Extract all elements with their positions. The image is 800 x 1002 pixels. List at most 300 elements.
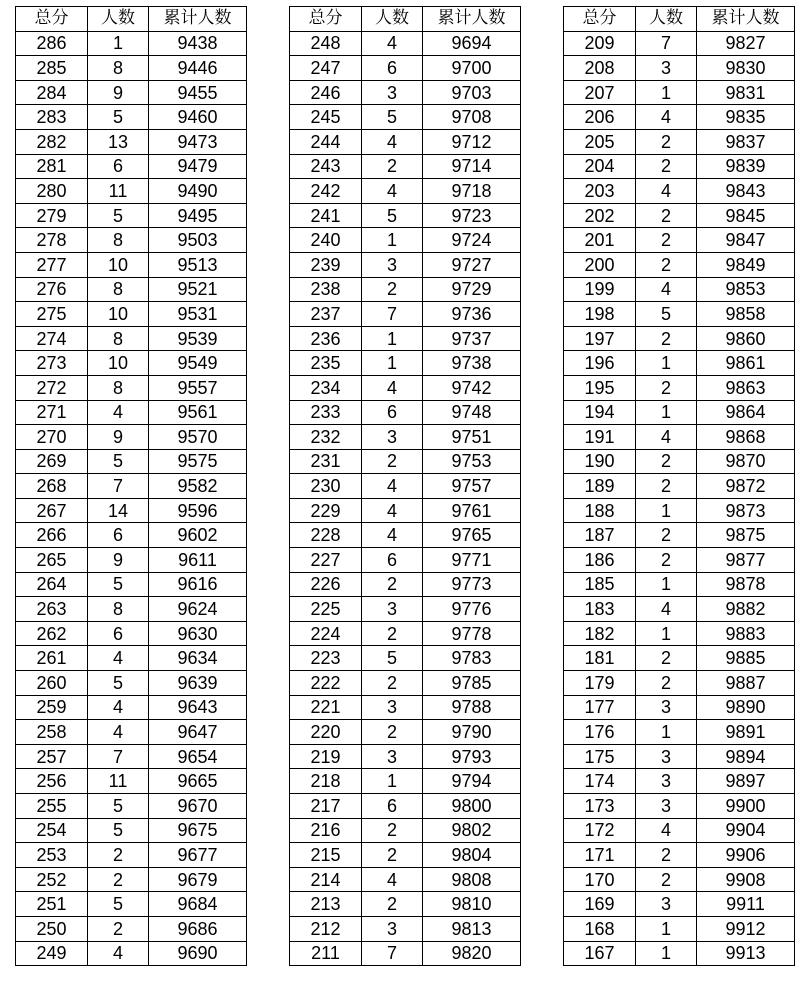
- cell-cumulative: 9906: [697, 843, 795, 868]
- cell-cumulative: 9570: [149, 425, 247, 450]
- cell-total-score: 203: [564, 179, 636, 204]
- cell-total-score: 167: [564, 941, 636, 966]
- cell-total-score: 250: [16, 916, 88, 941]
- cell-count: 10: [88, 351, 149, 376]
- cell-count: 4: [88, 941, 149, 966]
- cell-cumulative: 9521: [149, 277, 247, 302]
- table-row: [564, 228, 795, 253]
- cell-total-score: 248: [290, 31, 362, 56]
- cell-cumulative: 9753: [423, 449, 521, 474]
- score-table-2: [289, 6, 521, 966]
- cell-count: 4: [362, 129, 423, 154]
- cell-count: 1: [636, 916, 697, 941]
- table-row: [564, 154, 795, 179]
- cell-total-score: 269: [16, 449, 88, 474]
- table-row: [16, 179, 247, 204]
- cell-total-score: 282: [16, 129, 88, 154]
- cell-total-score: 179: [564, 671, 636, 696]
- cell-count: 4: [362, 498, 423, 523]
- table-row: [290, 695, 521, 720]
- cell-total-score: 205: [564, 129, 636, 154]
- cell-total-score: 267: [16, 498, 88, 523]
- table-row: [290, 277, 521, 302]
- cell-count: 1: [636, 80, 697, 105]
- cell-total-score: 239: [290, 252, 362, 277]
- table-row: [290, 671, 521, 696]
- header-total-score: 总分: [564, 7, 636, 32]
- cell-total-score: 234: [290, 375, 362, 400]
- cell-count: 5: [362, 646, 423, 671]
- cell-cumulative: 9582: [149, 474, 247, 499]
- table-row: [290, 646, 521, 671]
- table-row: [290, 31, 521, 56]
- cell-total-score: 278: [16, 228, 88, 253]
- cell-cumulative: 9495: [149, 203, 247, 228]
- cell-cumulative: 9531: [149, 302, 247, 327]
- cell-cumulative: 9718: [423, 179, 521, 204]
- table-row: [16, 769, 247, 794]
- cell-cumulative: 9839: [697, 154, 795, 179]
- table-row: [290, 941, 521, 966]
- cell-cumulative: 9868: [697, 425, 795, 450]
- table-row: [564, 326, 795, 351]
- cell-cumulative: 9639: [149, 671, 247, 696]
- cell-count: 3: [636, 769, 697, 794]
- cell-count: 4: [362, 179, 423, 204]
- table-row: [564, 203, 795, 228]
- table-body-3: [564, 31, 795, 966]
- cell-total-score: 228: [290, 523, 362, 548]
- cell-cumulative: 9853: [697, 277, 795, 302]
- cell-total-score: 209: [564, 31, 636, 56]
- cell-count: 1: [362, 228, 423, 253]
- cell-total-score: 200: [564, 252, 636, 277]
- cell-count: 7: [362, 302, 423, 327]
- cell-cumulative: 9703: [423, 80, 521, 105]
- cell-total-score: 218: [290, 769, 362, 794]
- cell-total-score: 213: [290, 892, 362, 917]
- cell-total-score: 251: [16, 892, 88, 917]
- cell-total-score: 199: [564, 277, 636, 302]
- cell-cumulative: 9738: [423, 351, 521, 376]
- table-row: [16, 818, 247, 843]
- cell-count: 6: [362, 400, 423, 425]
- table-row: [16, 646, 247, 671]
- cell-count: 3: [636, 794, 697, 819]
- cell-count: 2: [362, 892, 423, 917]
- table-row: [564, 548, 795, 573]
- cell-count: 4: [636, 277, 697, 302]
- table-row: [564, 916, 795, 941]
- cell-total-score: 237: [290, 302, 362, 327]
- cell-total-score: 226: [290, 572, 362, 597]
- table-row: [290, 326, 521, 351]
- cell-cumulative: 9575: [149, 449, 247, 474]
- cell-cumulative: 9611: [149, 548, 247, 573]
- cell-total-score: 240: [290, 228, 362, 253]
- cell-total-score: 231: [290, 449, 362, 474]
- cell-cumulative: 9679: [149, 867, 247, 892]
- cell-total-score: 265: [16, 548, 88, 573]
- cell-count: 5: [88, 449, 149, 474]
- cell-total-score: 270: [16, 425, 88, 450]
- cell-count: 5: [362, 203, 423, 228]
- cell-cumulative: 9873: [697, 498, 795, 523]
- cell-total-score: 254: [16, 818, 88, 843]
- cell-count: 1: [636, 351, 697, 376]
- cell-cumulative: 9737: [423, 326, 521, 351]
- table-row: [290, 621, 521, 646]
- table-row: [16, 695, 247, 720]
- cell-count: 5: [88, 818, 149, 843]
- table-row: [290, 252, 521, 277]
- table-row: [16, 425, 247, 450]
- table-row: [564, 105, 795, 130]
- cell-count: 4: [362, 375, 423, 400]
- cell-total-score: 230: [290, 474, 362, 499]
- table-row: [564, 449, 795, 474]
- cell-cumulative: 9863: [697, 375, 795, 400]
- cell-total-score: 221: [290, 695, 362, 720]
- cell-cumulative: 9802: [423, 818, 521, 843]
- cell-count: 3: [636, 695, 697, 720]
- cell-count: 8: [88, 597, 149, 622]
- cell-total-score: 175: [564, 744, 636, 769]
- table-row: [16, 572, 247, 597]
- cell-total-score: 232: [290, 425, 362, 450]
- table-row: [290, 769, 521, 794]
- cell-total-score: 222: [290, 671, 362, 696]
- cell-total-score: 198: [564, 302, 636, 327]
- table-row: [564, 523, 795, 548]
- cell-total-score: 190: [564, 449, 636, 474]
- cell-cumulative: 9778: [423, 621, 521, 646]
- cell-count: 5: [88, 203, 149, 228]
- table-row: [16, 498, 247, 523]
- table-row: [290, 916, 521, 941]
- table-row: [564, 425, 795, 450]
- cell-total-score: 249: [16, 941, 88, 966]
- cell-count: 4: [362, 523, 423, 548]
- table-row: [16, 375, 247, 400]
- cell-total-score: 196: [564, 351, 636, 376]
- cell-total-score: 185: [564, 572, 636, 597]
- cell-cumulative: 9694: [423, 31, 521, 56]
- cell-count: 5: [88, 794, 149, 819]
- cell-count: 3: [362, 916, 423, 941]
- table-row: [16, 105, 247, 130]
- cell-count: 4: [362, 31, 423, 56]
- cell-count: 1: [636, 621, 697, 646]
- cell-count: 10: [88, 252, 149, 277]
- cell-cumulative: 9845: [697, 203, 795, 228]
- header-cumulative: 累计人数: [423, 7, 521, 32]
- cell-cumulative: 9742: [423, 375, 521, 400]
- table-row: [290, 129, 521, 154]
- cell-cumulative: 9883: [697, 621, 795, 646]
- cell-total-score: 275: [16, 302, 88, 327]
- cell-cumulative: 9890: [697, 695, 795, 720]
- cell-cumulative: 9904: [697, 818, 795, 843]
- cell-count: 3: [362, 425, 423, 450]
- cell-count: 13: [88, 129, 149, 154]
- cell-count: 2: [636, 326, 697, 351]
- cell-cumulative: 9843: [697, 179, 795, 204]
- cell-cumulative: 9665: [149, 769, 247, 794]
- cell-count: 2: [88, 843, 149, 868]
- cell-cumulative: 9596: [149, 498, 247, 523]
- cell-count: 2: [636, 867, 697, 892]
- cell-count: 3: [362, 744, 423, 769]
- cell-count: 8: [88, 326, 149, 351]
- table-row: [16, 228, 247, 253]
- cell-total-score: 220: [290, 720, 362, 745]
- cell-count: 4: [636, 597, 697, 622]
- cell-cumulative: 9877: [697, 548, 795, 573]
- cell-total-score: 277: [16, 252, 88, 277]
- cell-total-score: 169: [564, 892, 636, 917]
- cell-cumulative: 9878: [697, 572, 795, 597]
- cell-total-score: 280: [16, 179, 88, 204]
- cell-cumulative: 9700: [423, 56, 521, 81]
- cell-total-score: 262: [16, 621, 88, 646]
- cell-total-score: 189: [564, 474, 636, 499]
- cell-count: 11: [88, 179, 149, 204]
- cell-cumulative: 9875: [697, 523, 795, 548]
- table-row: [564, 720, 795, 745]
- cell-cumulative: 9675: [149, 818, 247, 843]
- cell-count: 5: [88, 671, 149, 696]
- cell-total-score: 252: [16, 867, 88, 892]
- cell-cumulative: 9736: [423, 302, 521, 327]
- cell-count: 3: [636, 744, 697, 769]
- cell-cumulative: 9788: [423, 695, 521, 720]
- cell-cumulative: 9561: [149, 400, 247, 425]
- cell-count: 8: [88, 277, 149, 302]
- cell-count: 2: [362, 449, 423, 474]
- cell-total-score: 236: [290, 326, 362, 351]
- cell-cumulative: 9723: [423, 203, 521, 228]
- score-table-3: [563, 6, 795, 966]
- cell-count: 2: [636, 154, 697, 179]
- cell-total-score: 233: [290, 400, 362, 425]
- header-row: [564, 7, 795, 32]
- cell-cumulative: 9894: [697, 744, 795, 769]
- cell-total-score: 215: [290, 843, 362, 868]
- cell-total-score: 253: [16, 843, 88, 868]
- cell-cumulative: 9783: [423, 646, 521, 671]
- cell-total-score: 266: [16, 523, 88, 548]
- cell-count: 2: [636, 843, 697, 868]
- table-row: [290, 892, 521, 917]
- cell-count: 1: [362, 326, 423, 351]
- table-row: [290, 375, 521, 400]
- table-row: [564, 302, 795, 327]
- cell-total-score: 283: [16, 105, 88, 130]
- cell-cumulative: 9870: [697, 449, 795, 474]
- cell-count: 4: [362, 474, 423, 499]
- cell-total-score: 187: [564, 523, 636, 548]
- cell-total-score: 256: [16, 769, 88, 794]
- cell-count: 2: [636, 449, 697, 474]
- cell-cumulative: 9804: [423, 843, 521, 868]
- cell-count: 2: [636, 474, 697, 499]
- cell-count: 1: [636, 400, 697, 425]
- table-row: [564, 277, 795, 302]
- cell-cumulative: 9479: [149, 154, 247, 179]
- cell-count: 9: [88, 425, 149, 450]
- cell-cumulative: 9837: [697, 129, 795, 154]
- table-row: [290, 523, 521, 548]
- cell-cumulative: 9765: [423, 523, 521, 548]
- cell-cumulative: 9727: [423, 252, 521, 277]
- cell-cumulative: 9630: [149, 621, 247, 646]
- table-row: [16, 277, 247, 302]
- cell-total-score: 227: [290, 548, 362, 573]
- cell-total-score: 176: [564, 720, 636, 745]
- table-row: [290, 425, 521, 450]
- cell-cumulative: 9776: [423, 597, 521, 622]
- cell-total-score: 247: [290, 56, 362, 81]
- cell-count: 2: [362, 154, 423, 179]
- table-row: [564, 941, 795, 966]
- cell-cumulative: 9897: [697, 769, 795, 794]
- table-row: [16, 351, 247, 376]
- cell-total-score: 204: [564, 154, 636, 179]
- table-row: [564, 400, 795, 425]
- cell-total-score: 271: [16, 400, 88, 425]
- cell-count: 2: [362, 843, 423, 868]
- cell-total-score: 195: [564, 375, 636, 400]
- cell-cumulative: 9712: [423, 129, 521, 154]
- cell-cumulative: 9800: [423, 794, 521, 819]
- cell-cumulative: 9820: [423, 941, 521, 966]
- cell-count: 1: [636, 498, 697, 523]
- cell-total-score: 172: [564, 818, 636, 843]
- cell-count: 1: [362, 351, 423, 376]
- cell-total-score: 183: [564, 597, 636, 622]
- table-row: [290, 498, 521, 523]
- cell-count: 14: [88, 498, 149, 523]
- cell-cumulative: 9891: [697, 720, 795, 745]
- table-row: [290, 80, 521, 105]
- cell-cumulative: 9864: [697, 400, 795, 425]
- cell-count: 1: [88, 31, 149, 56]
- cell-total-score: 244: [290, 129, 362, 154]
- table-row: [564, 572, 795, 597]
- cell-count: 9: [88, 80, 149, 105]
- cell-total-score: 206: [564, 105, 636, 130]
- cell-total-score: 245: [290, 105, 362, 130]
- cell-cumulative: 9849: [697, 252, 795, 277]
- table-row: [16, 31, 247, 56]
- cell-cumulative: 9684: [149, 892, 247, 917]
- cell-cumulative: 9887: [697, 671, 795, 696]
- cell-count: 2: [362, 572, 423, 597]
- cell-total-score: 219: [290, 744, 362, 769]
- cell-count: 4: [88, 400, 149, 425]
- cell-total-score: 171: [564, 843, 636, 868]
- cell-count: 6: [362, 794, 423, 819]
- table-row: [16, 326, 247, 351]
- cell-count: 5: [88, 105, 149, 130]
- cell-count: 2: [362, 277, 423, 302]
- cell-count: 8: [88, 375, 149, 400]
- cell-count: 3: [362, 80, 423, 105]
- cell-count: 4: [88, 646, 149, 671]
- table-row: [16, 892, 247, 917]
- cell-cumulative: 9539: [149, 326, 247, 351]
- header-count: 人数: [88, 7, 149, 32]
- cell-cumulative: 9861: [697, 351, 795, 376]
- table-row: [564, 744, 795, 769]
- cell-cumulative: 9634: [149, 646, 247, 671]
- cell-count: 2: [636, 203, 697, 228]
- cell-count: 2: [88, 867, 149, 892]
- cell-total-score: 216: [290, 818, 362, 843]
- table-row: [16, 720, 247, 745]
- cell-count: 3: [636, 892, 697, 917]
- cell-count: 2: [636, 375, 697, 400]
- header-total-score: 总分: [16, 7, 88, 32]
- cell-cumulative: 9813: [423, 916, 521, 941]
- table-row: [564, 252, 795, 277]
- cell-count: 5: [362, 105, 423, 130]
- cell-count: 3: [362, 597, 423, 622]
- table-row: [564, 843, 795, 868]
- table-row: [564, 646, 795, 671]
- cell-total-score: 257: [16, 744, 88, 769]
- cell-cumulative: 9761: [423, 498, 521, 523]
- cell-cumulative: 9858: [697, 302, 795, 327]
- table-row: [564, 375, 795, 400]
- cell-count: 6: [88, 523, 149, 548]
- cell-cumulative: 9616: [149, 572, 247, 597]
- cell-cumulative: 9654: [149, 744, 247, 769]
- cell-count: 1: [636, 720, 697, 745]
- cell-total-score: 174: [564, 769, 636, 794]
- table-row: [290, 818, 521, 843]
- cell-total-score: 181: [564, 646, 636, 671]
- cell-cumulative: 9885: [697, 646, 795, 671]
- table-row: [16, 794, 247, 819]
- cell-count: 7: [88, 744, 149, 769]
- cell-total-score: 223: [290, 646, 362, 671]
- cell-total-score: 194: [564, 400, 636, 425]
- table-row: [16, 548, 247, 573]
- cell-count: 2: [636, 646, 697, 671]
- table-row: [564, 769, 795, 794]
- table-row: [16, 80, 247, 105]
- cell-cumulative: 9827: [697, 31, 795, 56]
- table-row: [290, 843, 521, 868]
- cell-cumulative: 9830: [697, 56, 795, 81]
- cell-cumulative: 9708: [423, 105, 521, 130]
- cell-total-score: 263: [16, 597, 88, 622]
- cell-total-score: 214: [290, 867, 362, 892]
- table-row: [564, 56, 795, 81]
- table-row: [290, 56, 521, 81]
- table-row: [290, 400, 521, 425]
- score-table-1: [15, 6, 247, 966]
- cell-count: 2: [636, 252, 697, 277]
- header-row: [16, 7, 247, 32]
- cell-total-score: 168: [564, 916, 636, 941]
- table-row: [564, 474, 795, 499]
- cell-count: 8: [88, 56, 149, 81]
- cell-total-score: 264: [16, 572, 88, 597]
- cell-cumulative: 9808: [423, 867, 521, 892]
